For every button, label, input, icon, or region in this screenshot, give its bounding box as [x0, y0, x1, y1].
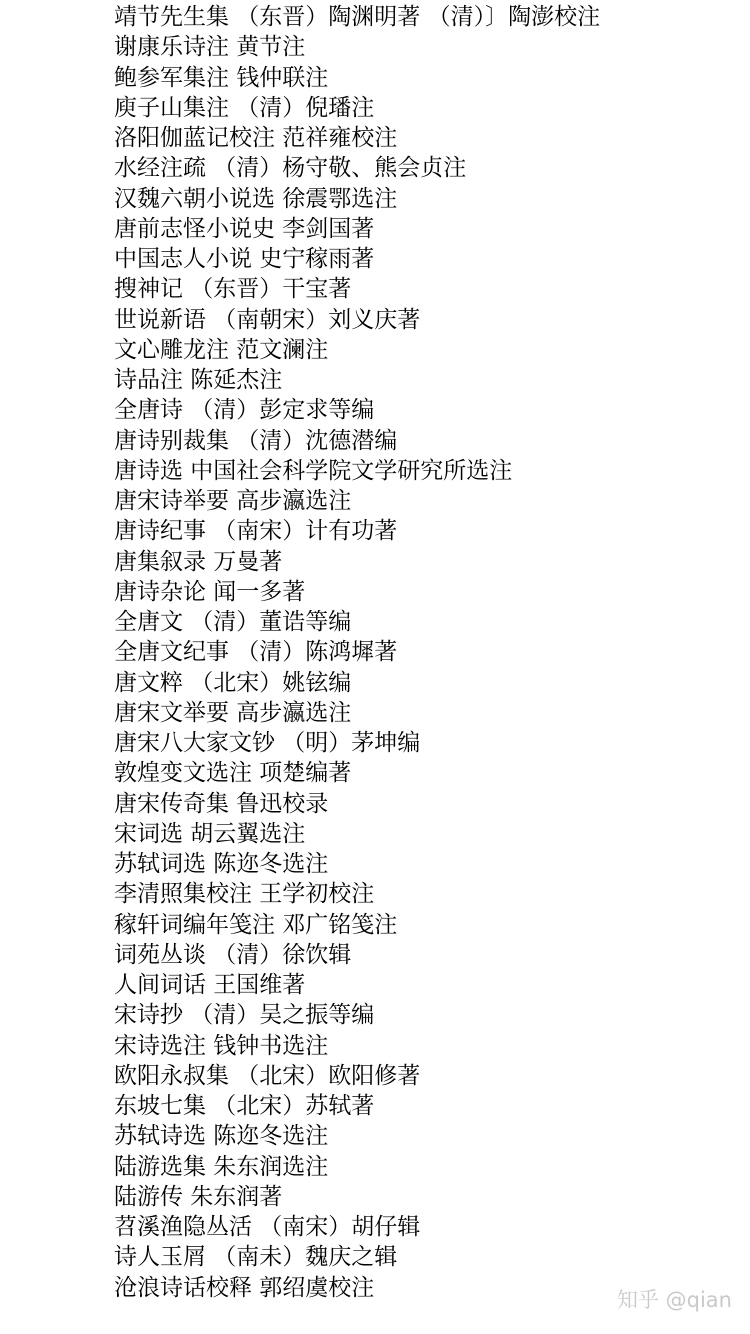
book-entry: 唐集叙录 万曼著	[114, 548, 283, 575]
book-entry: 唐前志怪小说史 李剑国著	[114, 215, 375, 242]
book-entry: 全唐文纪事 （清）陈鸿墀著	[114, 639, 398, 666]
book-entry: 宋词选 胡云翼选注	[114, 820, 306, 847]
book-entry: 世说新语 （南朝宋）刘义庆著	[114, 306, 421, 333]
book-entry: 洛阳伽蓝记校注 范祥雍校注	[114, 125, 398, 151]
book-entry: 唐诗别裁集 （清）沈德潜编	[114, 427, 398, 454]
book-entry: 宋诗选注 钱钟书选注	[114, 1032, 329, 1059]
book-entry: 搜神记 （东晋）干宝著	[114, 276, 352, 303]
book-entry: 陆游传 朱东润著	[114, 1183, 283, 1210]
book-entry: 唐文粹 （北宋）姚铉编	[114, 669, 352, 696]
book-entry: 全唐文 （清）董诰等编	[114, 609, 352, 635]
book-entry: 汉魏六朝小说选 徐震鄂选注	[114, 185, 398, 212]
book-entry: 全唐诗 （清）彭定求等编	[114, 397, 375, 424]
book-entry: 苏轼词选 陈迩冬选注	[114, 851, 329, 877]
book-list	[114, 2, 644, 1303]
book-entry: 词苑丛谈 （清）徐饮辑	[114, 941, 352, 968]
book-entry: 陆游选集 朱东润选注	[114, 1153, 329, 1180]
book-entry: 欧阳永叔集 （北宋）欧阳修著	[114, 1062, 421, 1089]
book-entry: 宋诗抄 （清）吴之振等编	[114, 1002, 375, 1029]
book-entry: 唐诗选 中国社会科学院文学研究所选注	[114, 457, 513, 484]
book-entry: 沧浪诗话校释 郭绍虞校注	[114, 1274, 375, 1301]
book-entry: 唐宋传奇集 鲁迅校录	[114, 790, 329, 817]
book-entry: 靖节先生集 （东晋）陶渊明著 （清）〕陶澎校注	[114, 4, 601, 30]
book-entry: 中国志人小说 史宁稼雨著	[114, 246, 375, 272]
book-entry: 稼轩词编年笺注 邓广铭笺注	[114, 911, 398, 938]
book-entry: 唐宋八大家文钞 （明）茅坤编	[114, 730, 421, 756]
book-entry: 敦煌变文选注 项楚编著	[114, 760, 352, 787]
book-entry: 人间词话 王国维著	[114, 972, 306, 998]
book-entry: 鲍参军集注 钱仲联注	[114, 64, 329, 91]
book-entry: 唐宋诗举要 高步瀛选注	[114, 488, 352, 514]
book-entry: 诗品注 陈延杰注	[114, 367, 283, 393]
book-entry: 诗人玉屑 （南未）魏庆之辑	[114, 1244, 398, 1271]
book-entry: 东坡七集 （北宋）苏轼著	[114, 1093, 375, 1119]
book-entry: 李清照集校注 王学初校注	[114, 881, 375, 908]
book-entry: 庾子山集注 （清）倪璠注	[114, 94, 375, 121]
book-entry: 水经注疏 （清）杨守敬、熊会贞注	[114, 155, 467, 182]
book-entry: 唐宋文举要 高步瀛选注	[114, 699, 352, 726]
book-entry: 文心雕龙注 范文澜注	[114, 336, 329, 363]
book-entry: 唐诗纪事 （南宋）计有功著	[114, 518, 398, 545]
book-entry: 苏轼诗选 陈迩冬选注	[114, 1123, 329, 1150]
zhihu-watermark: 知乎 @qian	[616, 1288, 732, 1312]
book-entry: 苕溪渔隐丛活 （南宋）胡仔辑	[114, 1214, 421, 1240]
book-entry: 谢康乐诗注 黄节注	[114, 34, 306, 61]
book-entry: 唐诗杂论 闻一多著	[114, 578, 306, 605]
